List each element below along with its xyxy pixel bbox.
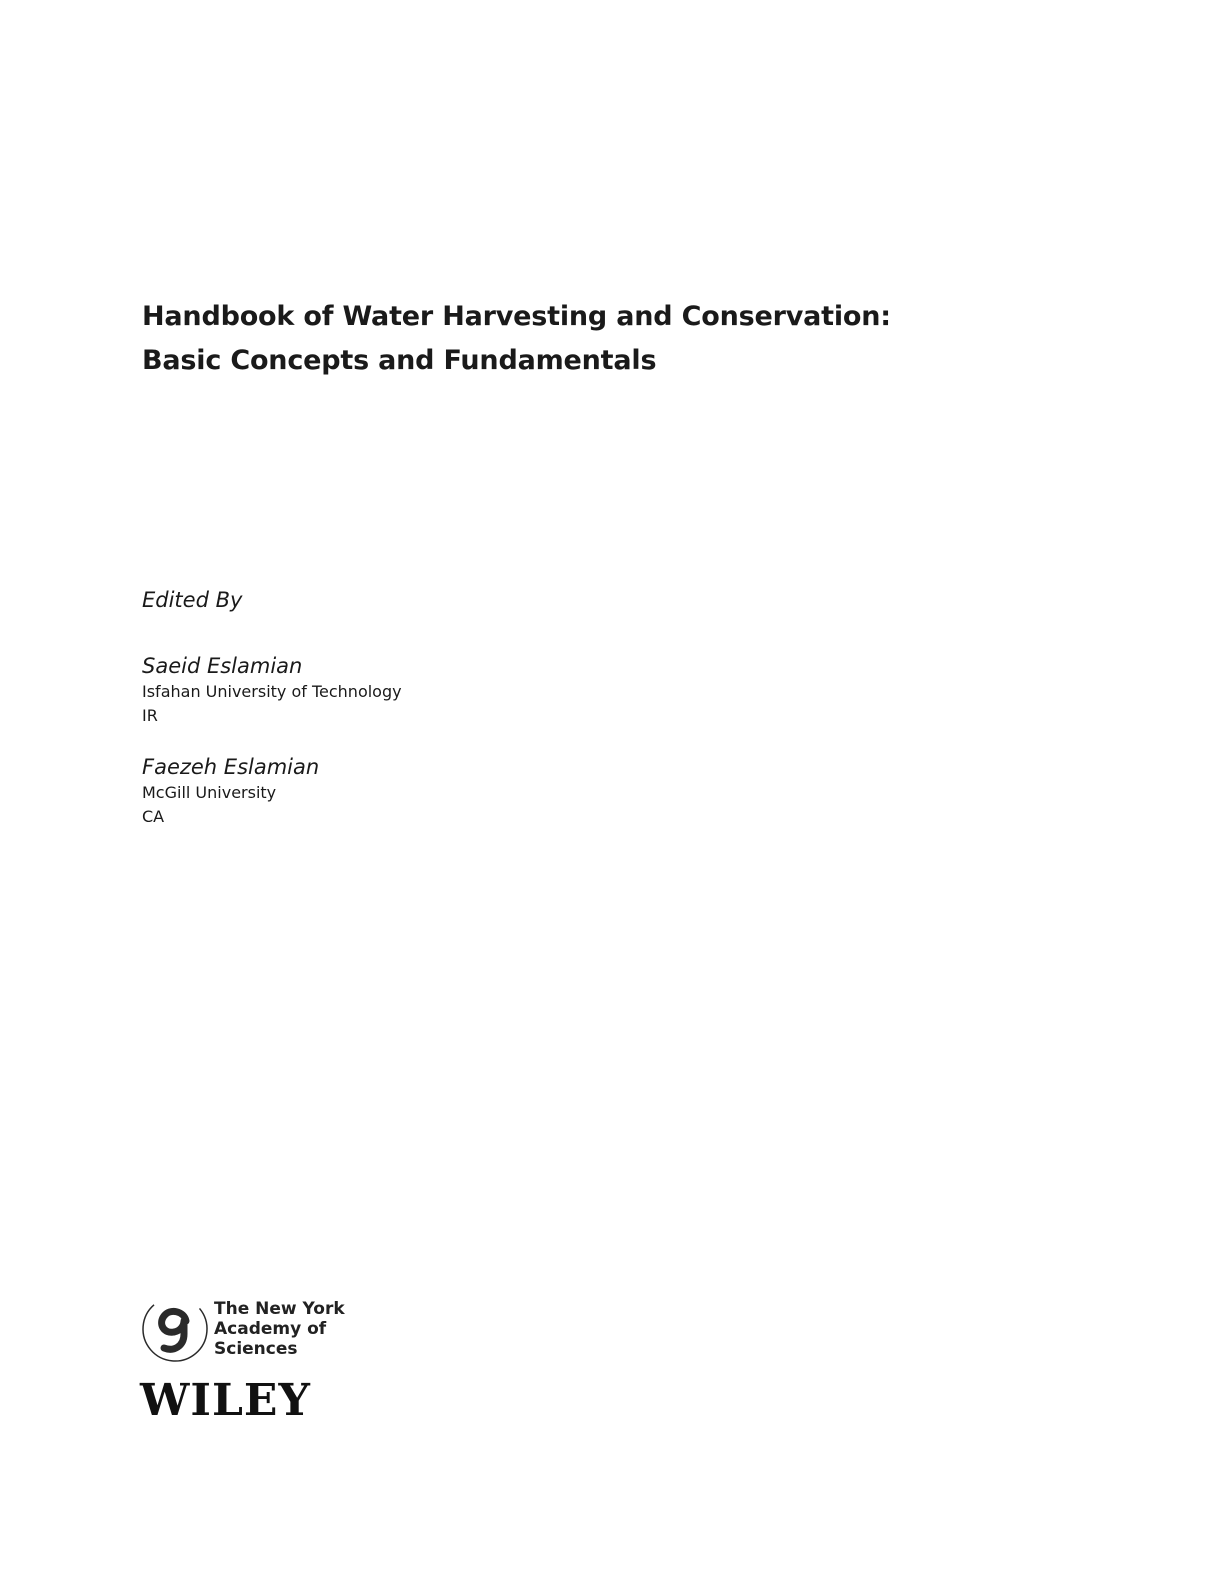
editor-country: CA: [142, 807, 165, 826]
editor-name: Faezeh Eslamian: [142, 755, 320, 779]
editor-affiliation: Isfahan University of Technology: [142, 682, 402, 701]
editor-entry: [142, 754, 319, 829]
editor-entry: [142, 653, 402, 728]
edited-by-label: Edited By: [142, 588, 243, 612]
nyas-name-line-2: Academy of Sciences: [214, 1319, 327, 1359]
nyas-logo: [140, 1294, 398, 1364]
book-title-line-2: Basic Concepts and Fundamentals: [142, 345, 657, 376]
nyas-swirl-icon: [140, 1294, 210, 1364]
nyas-name: [214, 1299, 398, 1359]
nyas-name-line-1: The New York: [214, 1299, 345, 1319]
editor-name: Saeid Eslamian: [142, 654, 303, 678]
book-title: [142, 295, 891, 383]
editor-affiliation: McGill University: [142, 783, 277, 802]
wiley-logo: WILEY: [140, 1375, 311, 1426]
book-title-line-1: Handbook of Water Harvesting and Conservation:: [142, 301, 891, 332]
editor-country: IR: [142, 706, 158, 725]
